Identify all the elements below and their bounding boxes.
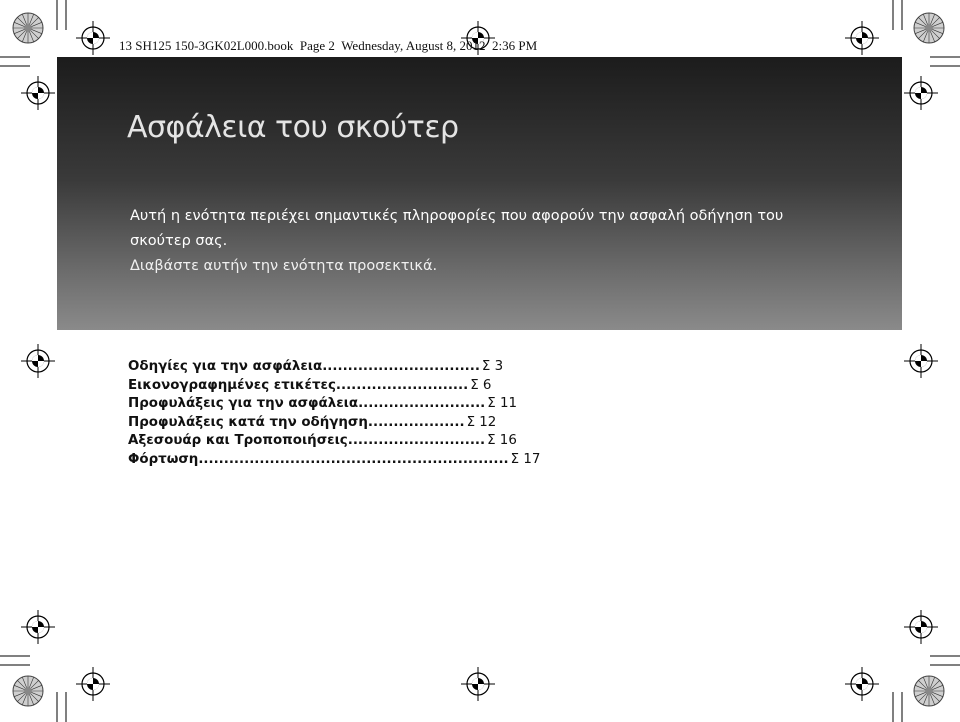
toc-entry[interactable]: [128, 432, 540, 451]
registration-mark-icon: [845, 667, 879, 701]
toc-entry[interactable]: [128, 395, 540, 414]
intro-paragraph: Αυτή η ενότητα περιέχει σημαντικές πληροφορίες που αφορούν την ασφαλή οδήγηση του σκούτερ σας.: [130, 208, 784, 249]
registration-mark-icon: [21, 344, 55, 378]
registration-mark-icon: [76, 21, 110, 55]
toc-label: Προφυλάξεις κατά την οδήγηση: [128, 414, 368, 430]
toc-leader: ...........................: [347, 433, 486, 449]
intro-note: Διαβάστε αυτήν την ενότητα προσεκτικά.: [130, 258, 438, 274]
toc-label: Φόρτωση: [128, 451, 199, 467]
toc-entry[interactable]: [128, 377, 540, 396]
toc-label: Αξεσουάρ και Τροποποιήσεις: [128, 433, 348, 449]
toc-entry[interactable]: [128, 414, 540, 433]
intro-text: [130, 204, 800, 279]
toc-label: Προφυλάξεις για την ασφάλεια: [128, 396, 359, 412]
registration-mark-icon: [461, 667, 495, 701]
registration-mark-icon: [904, 76, 938, 110]
registration-mark-icon: [845, 21, 879, 55]
registration-mark-icon: [21, 76, 55, 110]
registration-mark-icon: [904, 344, 938, 378]
registration-mark-icon: [21, 610, 55, 644]
color-wheel-icon: [13, 13, 43, 43]
registration-mark-icon: [76, 667, 110, 701]
toc-page: Σ 12: [466, 414, 497, 430]
toc-leader: .............................................................: [198, 451, 509, 467]
table-of-contents: [128, 358, 540, 470]
registration-mark-icon: [904, 610, 938, 644]
toc-leader: .........................: [358, 396, 486, 412]
section-banner: [57, 57, 902, 330]
print-slug: 13 SH125 150-3GK02L000.book Page 2 Wednesday, August 8, 2012 2:36 PM: [119, 38, 538, 53]
toc-page: Σ 11: [487, 396, 518, 412]
toc-leader: ...............................: [322, 359, 480, 374]
toc-leader: ...................: [367, 414, 465, 430]
toc-label: Εικονογραφημένες ετικέτες: [128, 377, 336, 393]
toc-entry[interactable]: [128, 358, 540, 377]
toc-page: Σ 17: [510, 451, 541, 467]
toc-leader: ..........................: [335, 377, 469, 393]
toc-entry[interactable]: [128, 451, 540, 470]
toc-label: Οδηγίες για την ασφάλεια: [128, 359, 323, 374]
color-wheel-icon: [914, 13, 944, 43]
color-wheel-icon: [914, 676, 944, 706]
page-title: Ασφάλεια του σκούτερ: [127, 110, 459, 145]
toc-page: Σ 16: [487, 433, 517, 449]
toc-page: Σ 6: [470, 377, 492, 393]
color-wheel-icon: [13, 676, 43, 706]
toc-page: Σ 3: [481, 359, 504, 374]
